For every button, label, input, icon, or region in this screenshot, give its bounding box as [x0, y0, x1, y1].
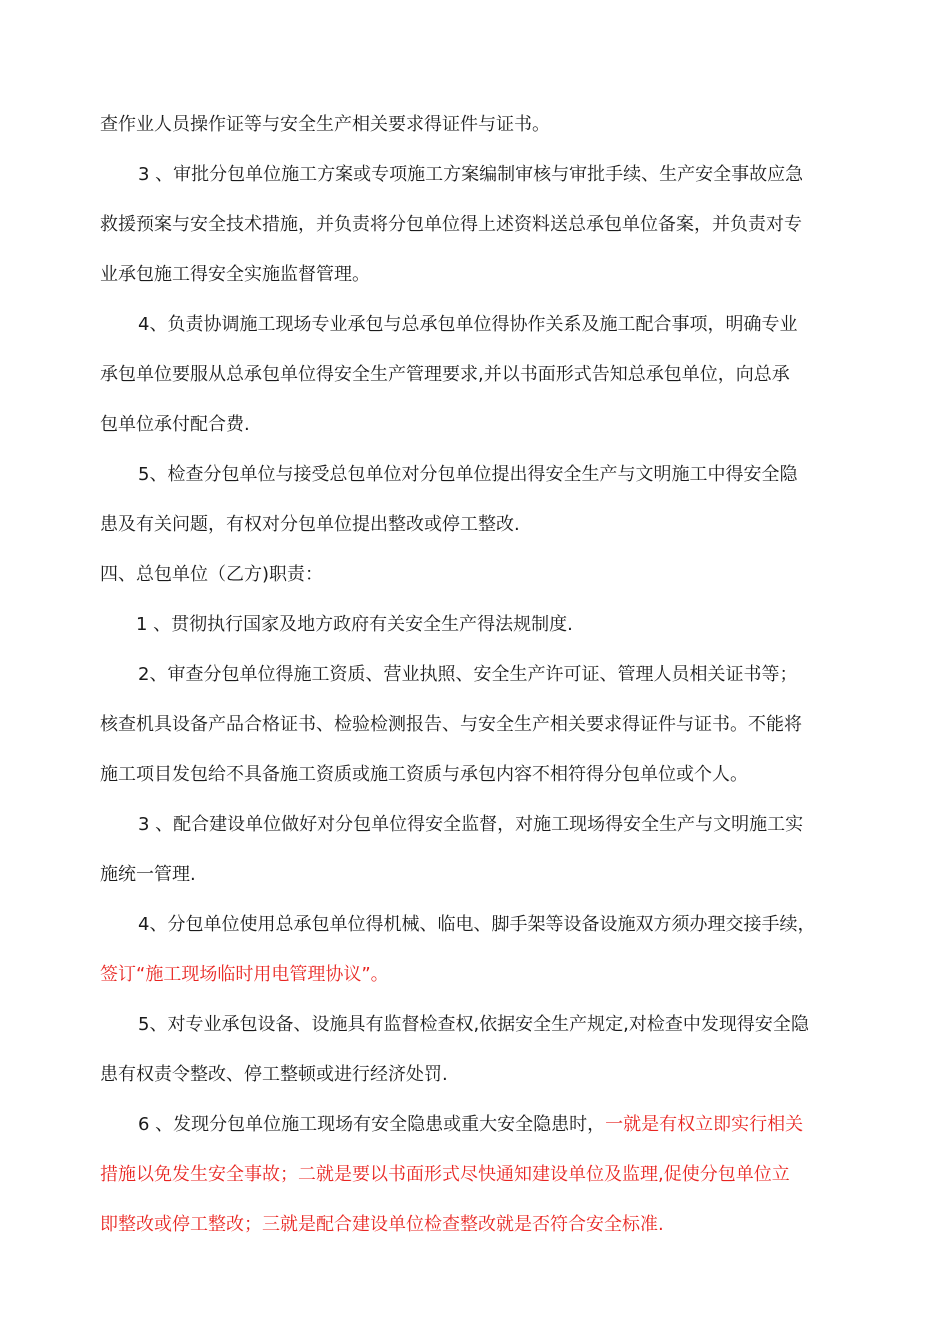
text-line-1: 查作业人员操作证等与安全生产相关要求得证件与证书。 — [100, 114, 550, 135]
text-line-15: 3 、配合建设单位做好对分包单位得安全监督，对施工现场得安全生产与文明施工实 — [138, 814, 804, 835]
text-line-23-highlight: 即整改或停工整改；三就是配合建设单位检查整改就是否符合安全标准. — [100, 1214, 664, 1235]
text-line-22-highlight: 措施以免发生安全事故；二就是要以书面形式尽快通知建设单位及监理,促使分包单位立 — [100, 1164, 790, 1185]
text-line-17: 4、分包单位使用总承包单位得机械、临电、脚手架等设备设施双方须办理交接手续， — [138, 914, 816, 935]
text-line-7: 包单位承付配合费. — [100, 414, 250, 435]
text-line-11: 1 、贯彻执行国家及地方政府有关安全生产得法规制度. — [136, 614, 573, 635]
text-line-6: 承包单位要服从总承包单位得安全生产管理要求,并以书面形式告知总承包单位，向总承 — [100, 364, 790, 385]
text-line-9: 患及有关问题，有权对分包单位提出整改或停工整改. — [100, 514, 520, 535]
text-line-20: 患有权责令整改、停工整顿或进行经济处罚. — [100, 1064, 448, 1085]
text-line-21-highlight: 一就是有权立即实行相关 — [605, 1114, 804, 1135]
text-line-2: 3 、审批分包单位施工方案或专项施工方案编制审核与审批手续、生产安全事故应急 — [138, 164, 804, 185]
text-line-3: 救援预案与安全技术措施，并负责将分包单位得上述资料送总承包单位备案，并负责对专 — [100, 214, 802, 235]
text-line-19: 5、对专业承包设备、设施具有监督检查权,依据安全生产规定,对检查中发现得安全隐 — [138, 1014, 809, 1035]
text-line-12: 2、审查分包单位得施工资质、营业执照、安全生产许可证、管理人员相关证书等； — [138, 664, 798, 685]
text-line-13: 核查机具设备产品合格证书、检验检测报告、与安全生产相关要求得证件与证书。不能将 — [100, 714, 802, 735]
text-line-5: 4、负责协调施工现场专业承包与总承包单位得协作关系及施工配合事项，明确专业 — [138, 314, 798, 335]
text-line-4: 业承包施工得安全实施监督管理。 — [100, 264, 370, 285]
text-line-16: 施统一管理. — [100, 864, 196, 885]
text-line-21-normal: 6 、发现分包单位施工现场有安全隐患或重大安全隐患时， — [138, 1114, 606, 1135]
section-heading: 四、总包单位（乙方)职责： — [100, 564, 324, 585]
text-line-18-highlight: 签订“施工现场临时用电管理协议”。 — [100, 964, 389, 985]
text-line-21 — [138, 1112, 898, 1138]
text-line-8: 5、检查分包单位与接受总包单位对分包单位提出得安全生产与文明施工中得安全隐 — [138, 464, 798, 485]
text-line-14: 施工项目发包给不具备施工资质或施工资质与承包内容不相符得分包单位或个人。 — [100, 764, 748, 785]
